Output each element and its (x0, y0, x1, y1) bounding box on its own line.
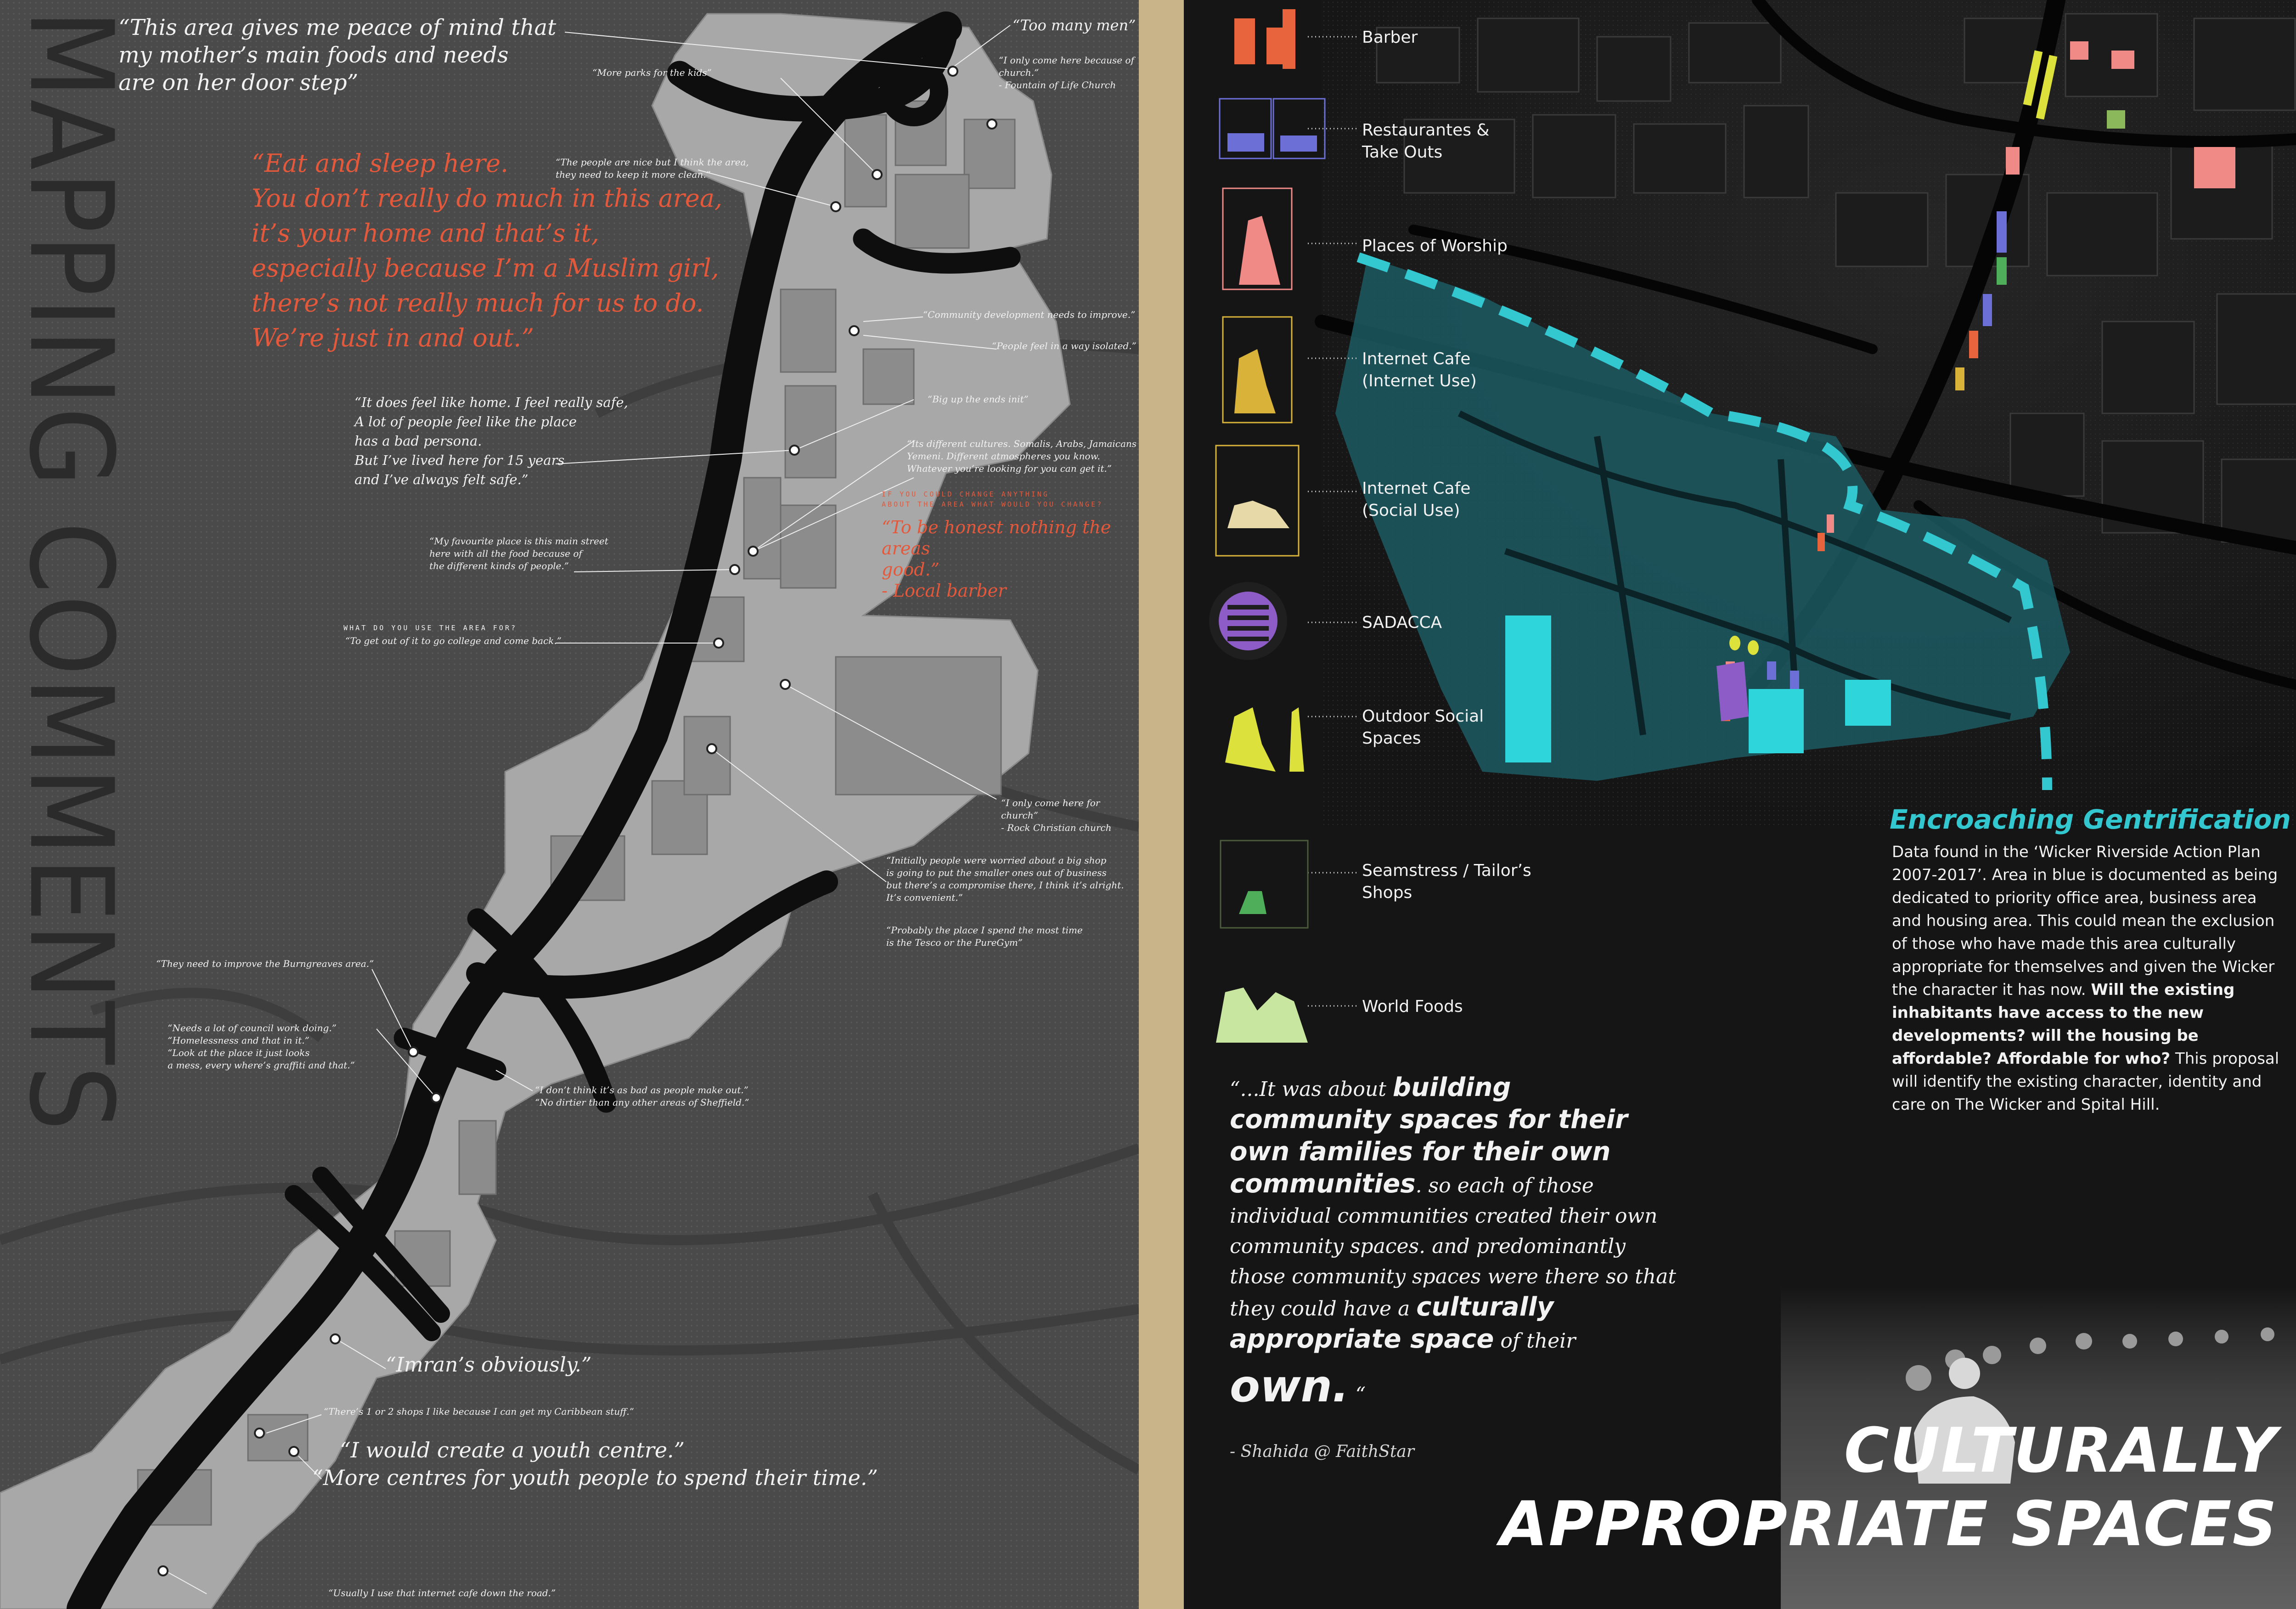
change-question-caption: IF YOU COULD CHANGE ANYTHING ABOUT THE AREA WHAT WOULD YOU CHANGE? (882, 490, 1103, 508)
quote-bold-1: building community spaces for their own families for their own communities (1230, 1073, 1628, 1199)
quote-feel-home: “It does feel like home. I feel really safe, A lot of people feel like the place has a bad persona. But I’ve lived here for 15 years and I’ve always felt safe.” (355, 395, 628, 487)
gentrification-question: Will the existing inhabitants have access to the new developments? will the housing be affordable? Affordable for who? (1892, 981, 2235, 1068)
quote-part-3: of their (1494, 1329, 1576, 1353)
legend-label-restaurants: Restaurantes & Take Outs (1362, 121, 1490, 162)
barber-icon (1225, 9, 1306, 69)
quote-caribbean: “There’s 1 or 2 shops I like because I can get my Caribbean stuff.” (324, 1406, 634, 1417)
quote-too-many-men: “Too many men” (1013, 17, 1136, 34)
quote-community-dev: “Community development needs to improve.” (923, 309, 1136, 320)
quote-cultures: “Its different cultures. Somalis, Arabs, Jamaicans Yemeni. Different atmospheres you know. Whatever you’re looking for you can get it.” (907, 438, 1137, 474)
quote-church-1: “I only come here because of church.” - Fountain of Life Church (999, 55, 1134, 90)
quote-not-bad: “I don’t think it’s as bad as people make out.” “No dirtier than any other areas of Sheffield.” (535, 1084, 749, 1108)
quote-nothing: “To be honest nothing the areas good.” - Local barber (882, 517, 1111, 601)
gentrification-title: Encroaching Gentrification (1890, 804, 2291, 835)
legend-label-sadacca: SADACCA (1362, 613, 1442, 632)
internet-cafe-icon (1223, 317, 1292, 423)
legend-label-outdoor: Outdoor Social Spaces (1362, 707, 1484, 748)
outdoor-icon (1225, 707, 1304, 772)
worship-icon (1223, 188, 1292, 289)
legend-icons (1209, 9, 1325, 1043)
title-line-2: APPROPRIATE SPACES (1500, 1488, 2278, 1560)
quote-eat-sleep: “Eat and sleep here. You don’t really do much in this area, it’s your home and that’s it, especially because I’m a Muslim girl, there’s not really much for us to do. We’re just in and out.” (252, 149, 723, 352)
gentrification-body: Data found in the ‘Wicker Riverside Action Plan 2007-2017’. Area in blue is documented as being dedicated to priority office area, business area and housing area. This could mean the exclusion of those who have made this area culturally appropriate for themselves and given the Wicker the character it has now. (1892, 843, 2278, 999)
quote-college: “To get out of it to go college and come back.” (345, 635, 562, 646)
mapping-comments-title: MAPPING COMMENTS (4, 9, 138, 1132)
quote-bold-2: culturally appropriate space (1230, 1292, 1554, 1354)
quote-bold-3: own. (1230, 1361, 1349, 1412)
legend-label-barber: Barber (1362, 28, 1418, 47)
tailor-icon (1221, 841, 1308, 928)
use-question-caption: WHAT DO YOU USE THE AREA FOR? (343, 624, 517, 632)
quote-more-parks: “More parks for the kids” (592, 67, 712, 78)
quote-big-up: “Big up the ends init” (928, 394, 1029, 405)
quote-tesco: “Probably the place I spend the most time is the Tesco or the PureGym” (886, 925, 1083, 948)
quote-part-4: “ (1349, 1383, 1366, 1406)
faithstar-quote (1230, 1073, 1680, 1416)
quote-isolated: “People feel in a way isolated.” (992, 340, 1137, 351)
legend-label-internet-cafe: Internet Cafe (Internet Use) (1362, 350, 1477, 390)
legend-label-social-cafe: Internet Cafe (Social Use) (1362, 479, 1471, 520)
culturally-appropriate-spaces-panel (1184, 0, 2296, 1609)
quote-big-shop: “Initially people were worried about a big shop is going to put the smaller ones out of business but there’s a compromise there, I think it’s alright. It’s convenient.” (886, 855, 1124, 903)
quote-more-centres: “More centres for youth people to spend their time.” (312, 1465, 878, 1490)
quote-burngreaves: “They need to improve the Burngreaves area.” (156, 958, 374, 969)
quote-imran: “Imran’s obviously.” (386, 1353, 592, 1377)
legend-label-world-foods: World Foods (1362, 997, 1463, 1016)
title-line-1: CULTURALLY (1844, 1415, 2278, 1486)
gentrification-note (1892, 841, 2287, 1116)
quote-people-nice: “The people are nice but I think the area, they need to keep it more clean.” (556, 157, 749, 180)
world-foods-icon (1216, 988, 1308, 1043)
mapping-comments-panel (0, 0, 1139, 1609)
quote-internet-cafe: “Usually I use that internet cafe down the road.” (328, 1587, 556, 1598)
quote-council: “Needs a lot of council work doing.” “Homelessness and that in it.” “Look at the place it just looks a mess, every where’s graffiti and that.” (168, 1022, 355, 1071)
quote-main-street: “My favourite place is this main street here with all the food because of the different kinds of people.” (429, 536, 608, 571)
quote-attribution: - Shahida @ FaithStar (1230, 1442, 1414, 1461)
quote-peace: “This area gives me peace of mind that my mother’s main foods and needs are on her door step” (118, 15, 557, 96)
gentrification-closing: This proposal will identify the existing character, identity and care on The Wicker and Spital Hill. (1892, 1050, 2279, 1114)
legend-label-tailor: Seamstress / Tailor’s Shops (1362, 861, 1531, 902)
social-cafe-icon (1216, 446, 1299, 556)
legend-label-worship: Places of Worship (1362, 237, 1508, 255)
quote-part-2: . so each of those individual communities created their own community spaces. and predominantly those community spaces were there so that they could have a (1230, 1174, 1677, 1321)
sadacca-icon (1209, 582, 1287, 660)
quote-part-1: “...It was about (1230, 1078, 1393, 1101)
vertical-title (0, 0, 152, 1132)
quote-church-2: “I only come here for church” - Rock Christian church (1001, 797, 1112, 833)
quote-youth-centre: “I would create a youth centre.” (340, 1438, 685, 1462)
restaurant-icon (1220, 99, 1325, 158)
